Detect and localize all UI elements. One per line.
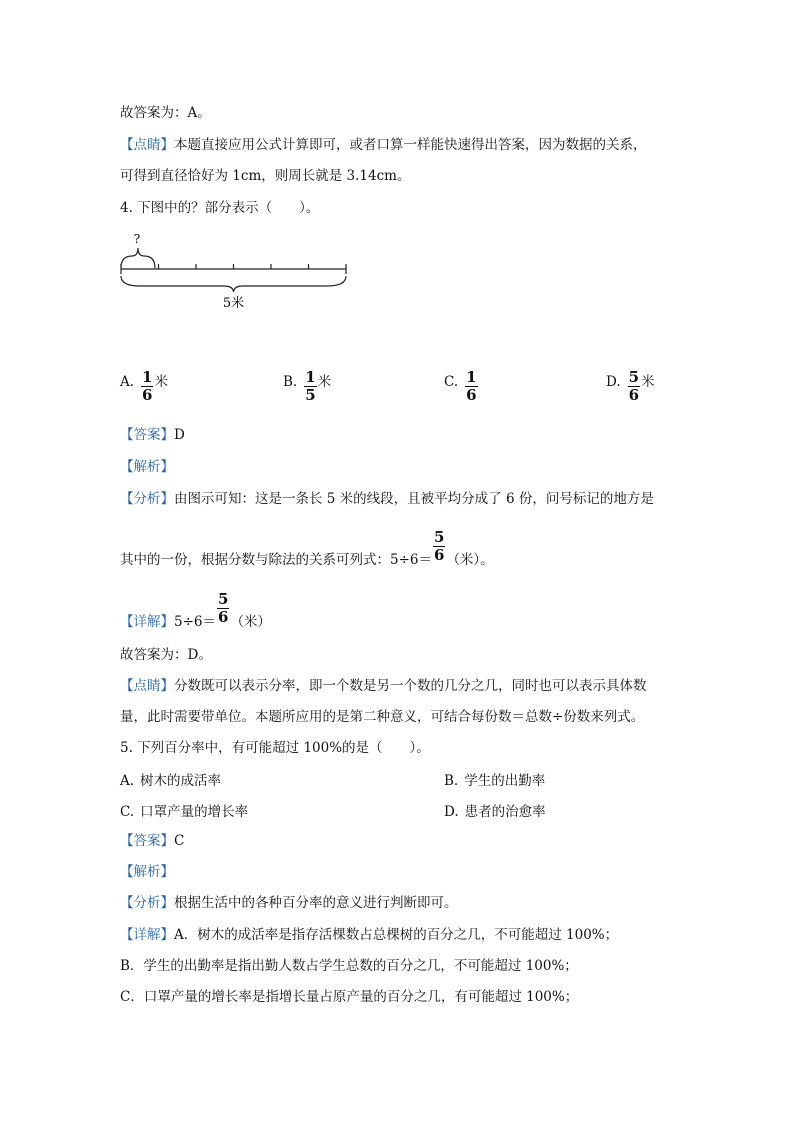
fraction: $\frac{5}{6}$ — [218, 590, 229, 626]
q5-detail-c: C．口罩产量的增长率是指增长量占原产量的百分之几，有可能超过 100%； — [120, 989, 579, 1005]
q4-option-d: D. $\frac{5}{6}$ 米 — [606, 368, 655, 404]
fraction: $\frac{5}{6}$ — [628, 368, 640, 404]
dianjing-text: 本题直接应用公式计算即可，或者口算一样能快速得出答案，因为数据的关系， — [174, 137, 647, 153]
conclusion-line: 故答案为：A。 — [120, 105, 211, 121]
small-brace — [121, 248, 155, 268]
q4-option-b: B. $\frac{1}{5}$ 米 — [283, 368, 332, 404]
dianjing-text-line2: 可得到直径恰好为 1cm，则周长就是 3.14cm。 — [120, 168, 411, 184]
dianjing-paragraph — [120, 135, 647, 155]
q4-dianjing-line2: 量，此时需要带单位。本题所应用的是第二种意义，可结合每份数＝总数÷份数来列式。 — [120, 709, 645, 725]
total-brace — [121, 276, 346, 292]
q4-answer: 【答案】D — [120, 427, 185, 443]
q5-answer: 【答案】C — [120, 833, 185, 849]
q4-xiangjie: 【详解】5÷6＝ $\frac{5}{6}$ （米） — [120, 590, 271, 630]
q4-option-c: C. $\frac{1}{6}$ — [444, 368, 477, 404]
segment-figure — [110, 228, 360, 314]
question-5-stem: 5. 下列百分率中，有可能超过 100%的是（ ）。 — [120, 740, 430, 756]
fraction: $\frac{5}{6}$ — [434, 528, 445, 564]
fraction: $\frac{1}{5}$ — [305, 368, 316, 404]
q5-analysis-heading: 【解析】 — [120, 864, 174, 880]
q5-option-a: A. 树木的成活率 — [120, 773, 222, 789]
q5-fenxi: 【分析】根据生活中的各种百分率的意义进行判断即可。 — [120, 895, 458, 911]
q4-option-a: A. $\frac{1}{6}$ 米 — [120, 368, 168, 404]
q4-fenxi-line2: 其中的一份，根据分数与除法的关系可列式：5÷6＝ $\frac{5}{6}$ （米）。 — [120, 528, 494, 568]
q5-option-c: C. 口罩产量的增长率 — [120, 804, 249, 820]
fraction: $\frac{1}{6}$ — [466, 368, 477, 404]
q5-option-d: D. 患者的治愈率 — [444, 804, 546, 820]
q4-analysis-heading: 【解析】 — [120, 459, 174, 475]
dianjing-tag: 【点睛】 — [120, 137, 174, 153]
q5-option-b: B. 学生的出勤率 — [444, 773, 546, 789]
q4-conclusion: 故答案为：D。 — [120, 647, 212, 663]
q4-dianjing-line1: 【点睛】分数既可以表示分率，即一个数是另一个数的几分之几，同时也可以表示具体数 — [120, 678, 647, 694]
q5-detail-a: 【详解】A．树木的成活率是指存活棵数占总棵树的百分之几，不可能超过 100%； — [120, 927, 619, 943]
total-length-label: 5米 — [222, 296, 245, 311]
question-4-stem: 4. 下图中的？部分表示（ ）。 — [120, 200, 320, 216]
q5-detail-b: B．学生的出勤率是指出勤人数占学生总数的百分之几，不可能超过 100%； — [120, 958, 578, 974]
q4-fenxi-line1: 【分析】由图示可知：这是一条长 5 米的线段，且被平均分成了 6 份，问号标记的地方是 — [120, 491, 654, 507]
fraction: $\frac{1}{6}$ — [142, 368, 153, 404]
question-mark-label: ? — [133, 232, 141, 246]
